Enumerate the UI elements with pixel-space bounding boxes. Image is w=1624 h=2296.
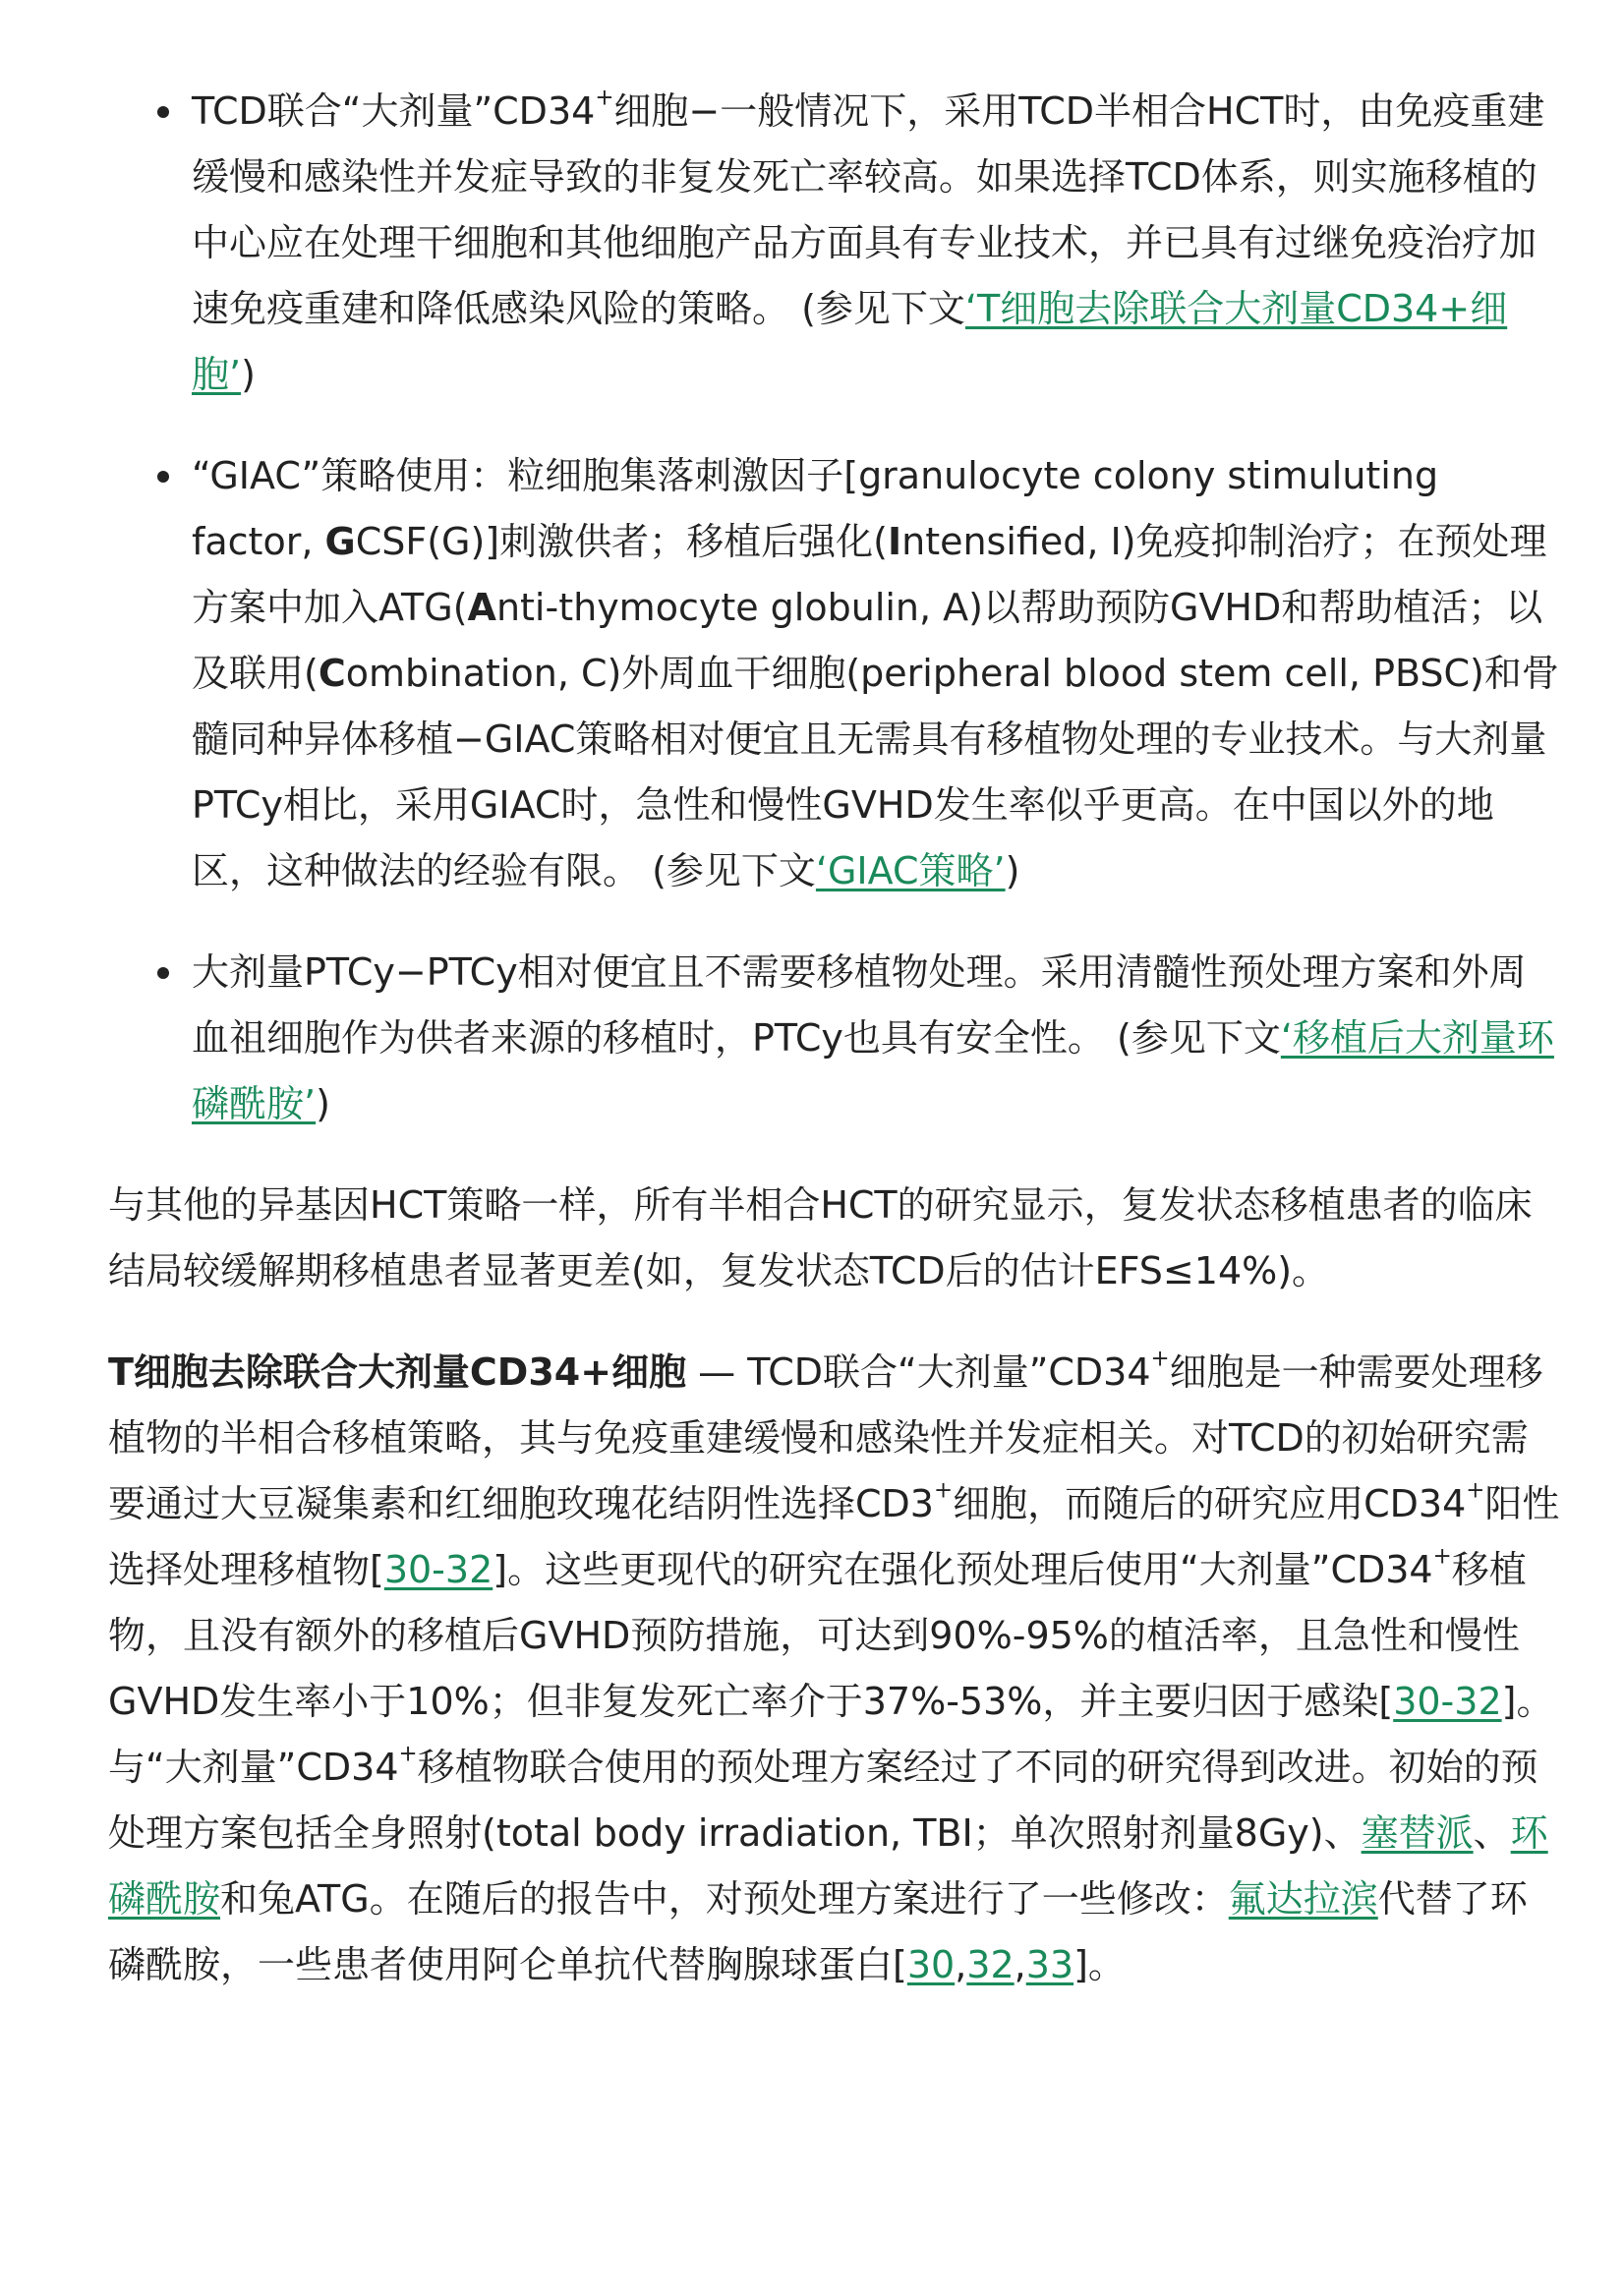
item-text: ) xyxy=(241,353,256,396)
paragraph-text: — TCD联合“大剂量”CD34 xyxy=(686,1350,1151,1394)
bold-letter: A xyxy=(467,586,496,629)
paragraph-text: 代替了环磷酰胺，一些患者使用阿仑单抗代替胸腺球蛋白[ xyxy=(108,1877,1528,1986)
article-content xyxy=(108,79,1563,2034)
item-text: 大剂量PTCy−PTCy相对便宜且不需要移植物处理。采用清髓性预处理方案和外周血祖细胞作为供者来源的移植时，PTCy也具有安全性。 (参见下文 xyxy=(192,950,1527,1060)
superscript-plus: + xyxy=(1466,1477,1485,1504)
superscript-plus: + xyxy=(1432,1543,1452,1570)
paragraph-text: 移植物，且没有额外的移植后GVHD预防措施，可达到90%-95%的植活率，且急性和慢性GVHD发生率小于10%；但非复发死亡率介于37%-53%，并主要归因于感染[ xyxy=(108,1548,1527,1723)
paragraph-tcd-cd34 xyxy=(108,1340,1563,1998)
item-text: CSF(G)]刺激供者；移植后强化( xyxy=(355,520,888,563)
paragraph-text: 、 xyxy=(1473,1811,1511,1855)
item-text: “GIAC”策略使用：粒细胞集落刺激因子[granulocyte colony stimuluting factor, xyxy=(192,454,1439,563)
bold-letter: G xyxy=(324,520,356,563)
list-item-tcd xyxy=(108,79,1563,408)
bullet-dot xyxy=(157,471,169,483)
paragraph-text: , xyxy=(1014,1943,1026,1986)
paragraph-text: 移植物联合使用的预处理方案经过了不同的研究得到改进。初始的预处理方案包括全身照射(total body irradiation, TBI；单次照射剂量8Gy)、 xyxy=(108,1746,1538,1855)
item-text: ) xyxy=(316,1082,330,1125)
bullet-dot xyxy=(157,967,169,979)
strategy-list xyxy=(108,79,1563,1137)
paragraph-relapse-outcomes: 与其他的异基因HCT策略一样，所有半相合HCT的研究显示，复发状态移植患者的临床结局较缓解期移植患者显著更差(如，复发状态TCD后的估计EFS≤14%)。 xyxy=(108,1183,1533,1292)
paragraph-text: 细胞，而随后的研究应用CD34 xyxy=(953,1482,1467,1525)
superscript-plus: + xyxy=(595,85,614,111)
paragraph-text: 阳性选择处理移植物[ xyxy=(108,1482,1560,1591)
superscript-plus: + xyxy=(398,1741,418,1767)
bold-letter: I xyxy=(887,520,902,563)
paragraph-text: ]。 xyxy=(1073,1943,1126,1986)
reference-link[interactable]: 30-32 xyxy=(1393,1680,1502,1723)
paragraph-text: ]。这些更现代的研究在强化预处理后使用“大剂量”CD34 xyxy=(493,1548,1433,1591)
item-text: 细胞−一般情况下，采用TCD半相合HCT时，由免疫重建缓慢和感染性并发症导致的非复发死亡率较高。如果选择TCD体系，则实施移植的中心应在处理干细胞和其他细胞产品方面具有专业技术，并已具有过继免疫治疗加速免疫重建和降低感染风险的策略。 (参见下文 xyxy=(192,89,1545,330)
paragraph-text: 和兔ATG。在随后的报告中，对预处理方案进行了一些修改： xyxy=(220,1877,1229,1921)
item-text: ntensified, I)免疫抑制治疗；在预处理方案中加入ATG( xyxy=(192,520,1547,629)
item-text: nti-thymocyte globulin, A)以帮助预防GVHD和帮助植活；以及联用( xyxy=(192,586,1543,695)
link-tcd-section[interactable]: ‘T细胞去除联合大剂量CD34+细胞’ xyxy=(192,287,1508,396)
list-item-giac xyxy=(108,443,1563,904)
item-text: TCD联合“大剂量”CD34 xyxy=(192,89,596,133)
item-text: ) xyxy=(1005,849,1020,892)
superscript-plus: + xyxy=(933,1477,954,1504)
reference-link[interactable]: 30-32 xyxy=(383,1548,493,1591)
paragraph-text: ]。与“大剂量”CD34 xyxy=(108,1680,1554,1789)
section-heading: T细胞去除联合大剂量CD34+细胞 xyxy=(108,1350,687,1394)
reference-link[interactable]: 30 xyxy=(906,1943,956,1986)
drug-link-fludarabine[interactable]: 氟达拉滨 xyxy=(1228,1877,1378,1921)
drug-link-cyclophosphamide[interactable]: 环磷酰胺 xyxy=(108,1811,1548,1921)
link-giac-section[interactable]: ‘GIAC策略’ xyxy=(815,849,1006,892)
list-item-ptcy xyxy=(108,940,1563,1137)
bullet-dot xyxy=(157,106,169,118)
drug-link-thiotepa[interactable]: 塞替派 xyxy=(1361,1811,1474,1855)
link-ptcy-section[interactable]: ‘移植后大剂量环磷酰胺’ xyxy=(192,1016,1554,1125)
superscript-plus: + xyxy=(1150,1346,1170,1372)
reference-link[interactable]: 32 xyxy=(966,1943,1015,1986)
item-text: ombination, C)外周血干细胞(peripheral blood stem cell, PBSC)和骨髓同种异体移植−GIAC策略相对便宜且无需具有移植物处理的专业技术。与大剂量PTCy相比，采用GIAC时，急性和慢性GVHD发生率似乎更高。在中国以外的地区，这种做法的经验有限。 (参见下文 xyxy=(192,652,1559,892)
paragraph-text: 细胞是一种需要处理移植物的半相合移植策略，其与免疫重建缓慢和感染性并发症相关。对TCD的初始研究需要通过大豆凝集素和红细胞玫瑰花结阴性选择CD3 xyxy=(108,1350,1543,1525)
paragraph-text: , xyxy=(955,1943,967,1986)
bold-letter: C xyxy=(318,652,346,695)
reference-link[interactable]: 33 xyxy=(1025,1943,1074,1986)
